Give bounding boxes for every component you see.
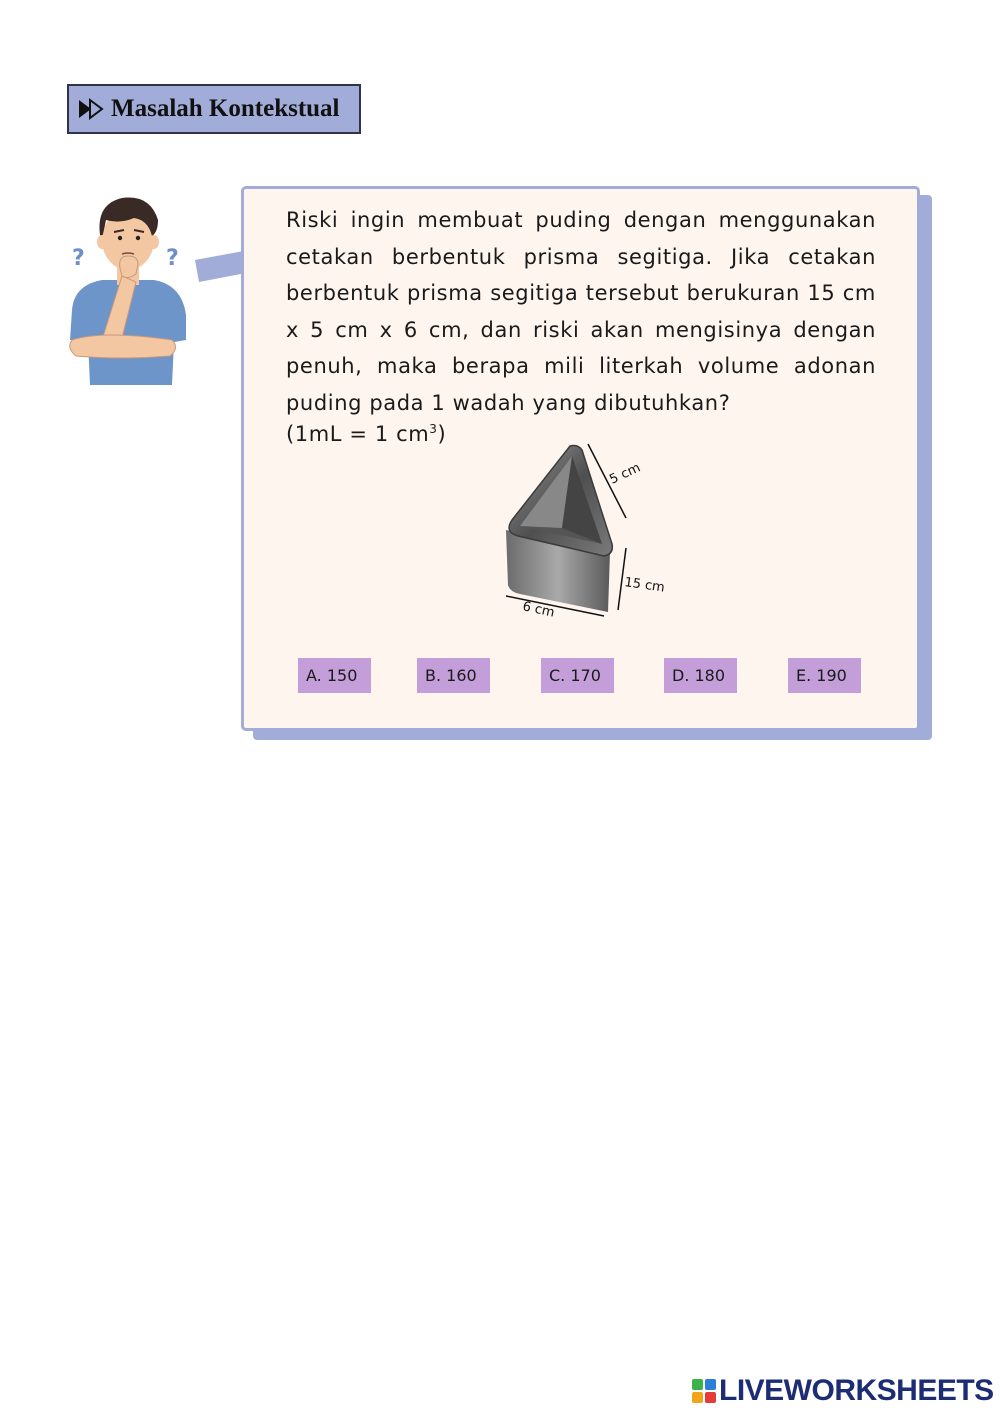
liveworksheets-watermark	[692, 1375, 994, 1407]
section-title: Masalah Kontekstual	[111, 95, 340, 122]
section-header	[67, 84, 361, 134]
conversion-suffix: )	[437, 422, 447, 446]
conversion-exponent: 3	[429, 422, 438, 436]
watermark-text: LIVEWORKSHEETS	[719, 1374, 994, 1407]
liveworksheets-logo-icon	[692, 1379, 716, 1403]
question-text: Riski ingin membuat puding dengan menggunakan cetakan berbentuk prisma segitiga. Jika cetakan berbentuk prisma segitiga tersebut berukuran 15 cm x 5 cm x 6 cm, dan riski akan mengisinya dengan penuh, maka berapa mili literkah volume adonan puding pada 1 wadah yang dibutuhkan?	[286, 208, 876, 415]
dimension-label-top: 5 cm	[607, 460, 643, 488]
svg-text:?: ?	[72, 246, 85, 271]
conversion-prefix: (1mL = 1 cm	[286, 422, 430, 446]
option-e-button[interactable]: E. 190	[788, 658, 861, 693]
thinking-person-illustration	[62, 190, 194, 390]
dimension-label-height: 15 cm	[623, 575, 666, 596]
double-play-icon	[77, 98, 107, 120]
triangular-prism-figure	[490, 440, 680, 630]
svg-text:?: ?	[166, 246, 179, 271]
option-c-button[interactable]: C. 170	[541, 658, 614, 693]
option-a-button[interactable]: A. 150	[298, 658, 371, 693]
dimension-label-base: 6 cm	[521, 599, 556, 621]
unit-conversion-note	[286, 422, 446, 446]
option-d-button[interactable]: D. 180	[664, 658, 737, 693]
option-b-button[interactable]: B. 160	[417, 658, 490, 693]
